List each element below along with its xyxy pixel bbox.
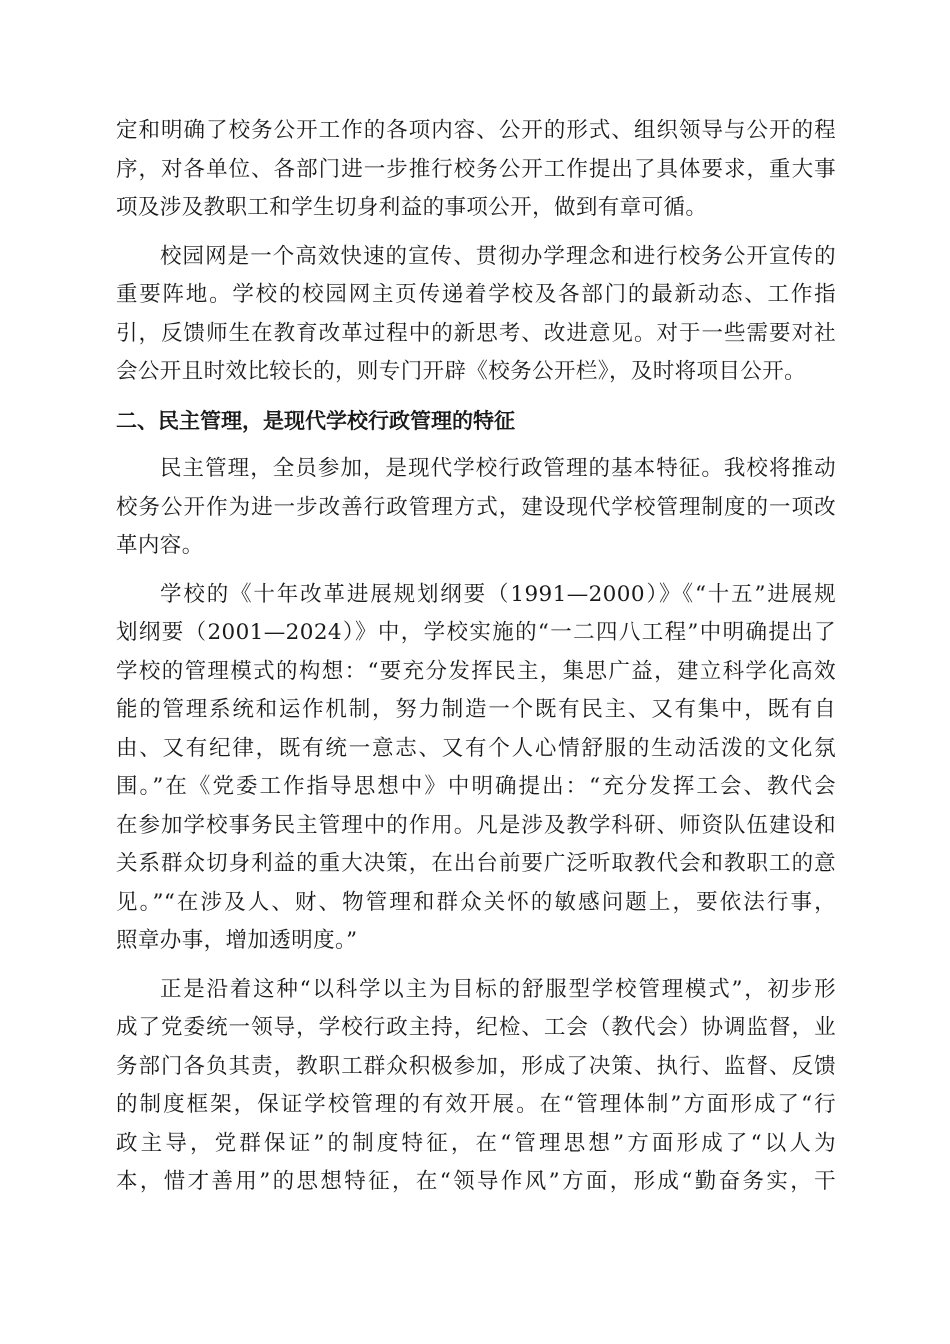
paragraph-line: 关系群众切身利益的重大决策，在出台前要广泛听取教代会和教职工的意 <box>116 851 836 876</box>
paragraph-line: 重要阵地。学校的校园网主页传递着学校及各部门的最新动态、工作指 <box>116 282 836 307</box>
paragraph-line: 能的管理系统和运作机制，努力制造一个既有民主、又有集中，既有自 <box>116 697 836 722</box>
section-heading: 二、民主管理，是现代学校行政管理的特征 <box>116 408 515 433</box>
paragraph-line: 在参加学校事务民主管理中的作用。凡是涉及教学科研、师资队伍建设和 <box>116 812 836 838</box>
paragraph-line: 正是沿着这种“以科学以主为目标的舒服型学校管理模式”，初步形 <box>160 976 836 1002</box>
paragraph-line: 由、又有纪律，既有统一意志、又有个人心情舒服的生动活泼的文化氛 <box>116 735 836 761</box>
paragraph-line: 校园网是一个高效快速的宣传、贯彻办学理念和进行校务公开宣传的 <box>160 243 836 269</box>
document-body <box>116 112 836 1212</box>
paragraph-line: 校务公开作为进一步改善行政管理方式，建设现代学校管理制度的一项改 <box>116 494 836 520</box>
paragraph-4 <box>116 576 836 961</box>
paragraph-line: 民主管理，全员参加，是现代学校行政管理的基本特征。我校将推动 <box>160 456 836 481</box>
paragraph-line: 的制度框架，保证学校管理的有效开展。在“管理体制”方面形成了“行 <box>116 1092 836 1117</box>
paragraph-line: 划纲要（2001—2024）》中，学校实施的“一二四八工程”中明确提出了 <box>116 620 836 645</box>
paragraph-3 <box>116 450 836 566</box>
paragraph-line: 革内容。 <box>116 533 204 558</box>
paragraph-line: 项及涉及教职工和学生切身利益的事项公开，做到有章可循。 <box>116 195 708 220</box>
paragraph-line: 定和明确了校务公开工作的各项内容、公开的形式、组织领导与公开的程 <box>116 118 836 143</box>
paragraph-line: 照章办事，增加透明度。” <box>116 928 358 953</box>
paragraph-line: 本，惜才善用”的思想特征，在“领导作风”方面，形成“勤奋务实，干 <box>116 1169 836 1194</box>
paragraph-line: 成了党委统一领导，学校行政主持，纪检、工会（教代会）协调监督，业 <box>116 1015 836 1040</box>
paragraph-line: 围。”在《党委工作指导思想中》中明确提出：“充分发挥工会、教代会 <box>116 774 836 799</box>
paragraph-line: 务部门各负其责，教职工群众积极参加，形成了决策、执行、监督、反馈 <box>116 1053 836 1079</box>
paragraph-5 <box>116 971 836 1202</box>
paragraph-line: 引，反馈师生在教育改革过程中的新思考、改进意见。对于一些需要对社 <box>116 320 836 346</box>
paragraph-1 <box>116 112 836 228</box>
paragraph-line: 学校的管理模式的构想：“要充分发挥民主，集思广益，建立科学化高效 <box>116 658 836 684</box>
paragraph-2 <box>116 238 836 392</box>
paragraph-line: 会公开且时效比较长的，则专门开辟《校务公开栏》，及时将项目公开。 <box>116 359 807 384</box>
paragraph-line: 政主导，党群保证”的制度特征，在“管理思想”方面形成了“以人为 <box>116 1130 836 1156</box>
paragraph-line: 序，对各单位、各部门进一步推行校务公开工作提出了具体要求，重大事 <box>116 156 836 182</box>
paragraph-line: 学校的《十年改革进展规划纲要（1991—2000）》《“十五”进展规 <box>160 581 836 607</box>
paragraph-line: 见。”“在涉及人、财、物管理和群众关怀的敏感问题上，要依法行事， <box>116 889 836 915</box>
